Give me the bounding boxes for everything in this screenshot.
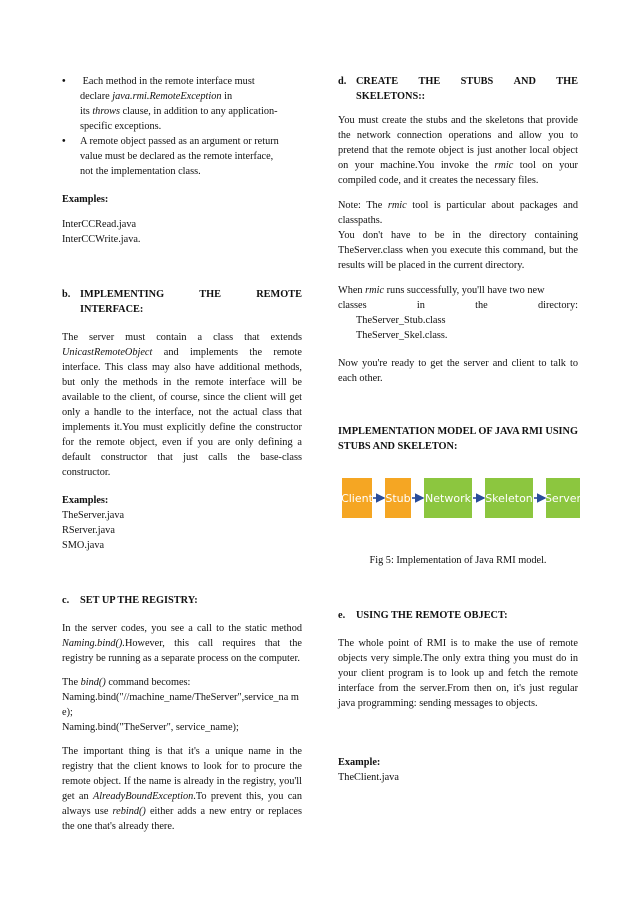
network-label: Network xyxy=(425,492,471,505)
section-b-paragraph: The server must contain a class that extends UnicastRemoteObject and implements the remote interface. This class may also have additional methods, but only the methods in the remote interface will be available to the client, of course, since the client will get only a handle to the interface, not the actual class that implements it.You must explicitly define the constructor for the remote object, even if you are only defining a default constructor that just calls the base-class constructor. xyxy=(62,332,302,478)
examples-list xyxy=(62,508,302,553)
section-d-paragraph: classes in the directory: xyxy=(338,300,578,311)
requirements-list xyxy=(62,74,302,179)
bullet-line: Each method in the remote interface must xyxy=(80,76,255,87)
file-name: InterCCRead.java xyxy=(62,219,137,230)
bullet-icon: • xyxy=(62,76,66,87)
file-name: SMO.java xyxy=(62,540,105,551)
code-term: java.rmi.RemoteException xyxy=(112,91,222,102)
section-e-paragraph: The whole point of RMI is to make the use of remote objects very simple.The only extra thing you must do in your client program is to look up and fetch the remote interface from the server.From then on, it's just regular java programming: sending messages to objects. xyxy=(338,638,578,709)
section-d-paragraph: You must create the stubs and the skeletons that provide the network connection operations and allow you to pretend that the remote object is just another local object on your machine.You invoke the rmic tool on your compiled code, and it creates the necessary files. xyxy=(338,115,578,186)
rmi-model-diagram xyxy=(340,472,580,524)
bullet-text: A remote object passed as an argument or return value must be declared as the remote interface, not the implementation class. xyxy=(80,136,279,177)
section-d-paragraph: Note: The rmic tool is particular about packages and classpaths. xyxy=(338,200,578,226)
examples-label: Examples: xyxy=(62,495,109,506)
section-d-paragraph: Now you're ready to get the server and client to talk to each other. xyxy=(338,358,578,384)
examples-label: Examples: xyxy=(62,194,109,205)
section-b-heading: b. IMPLEMENTING THE REMOTE INTERFACE: xyxy=(62,289,302,315)
code-line: Naming.bind("//machine_name/TheServer",service_na me); xyxy=(62,692,299,718)
list-item xyxy=(62,74,302,134)
section-c-heading: c. SET UP THE REGISTRY: xyxy=(62,595,198,606)
section-c-paragraph: The bind() command becomes: xyxy=(62,677,191,688)
figure-caption: Fig 5: Implementation of Java RMI model. xyxy=(369,555,547,566)
examples-list xyxy=(62,217,302,247)
bullet-line: its throws clause, in addition to any application- xyxy=(80,106,278,117)
file-name: TheServer_Skel.class. xyxy=(356,330,448,341)
client-label: Client xyxy=(341,492,373,505)
bullet-icon: • xyxy=(62,136,66,147)
bullet-line: declare java.rmi.RemoteException in xyxy=(80,91,233,102)
bullet-line: specific exceptions. xyxy=(80,121,162,132)
bullet-text xyxy=(80,74,302,134)
file-name: TheClient.java xyxy=(338,772,399,783)
file-name: InterCCWrite.java. xyxy=(62,234,141,245)
file-name: TheServer.java xyxy=(62,510,125,521)
code-term: throws xyxy=(92,106,120,117)
stub-label: Stub xyxy=(385,492,411,505)
file-name: TheServer_Stub.class xyxy=(356,315,446,326)
section-d-heading: d. CREATE THE STUBS AND THE SKELETONS:: xyxy=(338,76,578,102)
skeleton-label: Skeleton xyxy=(485,492,533,505)
left-column xyxy=(62,74,302,834)
section-d-paragraph: When rmic runs successfully, you'll have two new xyxy=(338,285,545,296)
list-item xyxy=(62,134,302,179)
example-label: Example: xyxy=(338,757,381,768)
code-line: Naming.bind("TheServer", service_name); xyxy=(62,722,239,733)
file-list xyxy=(338,313,578,343)
file-name: RServer.java xyxy=(62,525,115,536)
section-e-heading: e. USING THE REMOTE OBJECT: xyxy=(338,610,508,621)
right-column xyxy=(338,74,578,785)
implementation-heading: IMPLEMENTATION MODEL OF JAVA RMI USING STUBS AND SKELETON: xyxy=(338,426,578,452)
section-c-paragraph: In the server codes, you see a call to the static method Naming.bind().However, this call requires that the registry be running as a separate process on the computer. xyxy=(62,623,302,664)
server-label: Server xyxy=(544,492,580,505)
section-d-paragraph: You don't have to be in the directory containing TheServer.class when you execute this command, but the results will be placed in the current directory. xyxy=(338,230,578,271)
section-c-paragraph: The important thing is that it's a unique name in the registry that the client knows to look for to procure the remote object. If the name is already in the registry, you'll get an AlreadyBoundException.To prevent this, you can always use rebind() either adds a new entry or replaces the one that's already there. xyxy=(62,746,303,832)
